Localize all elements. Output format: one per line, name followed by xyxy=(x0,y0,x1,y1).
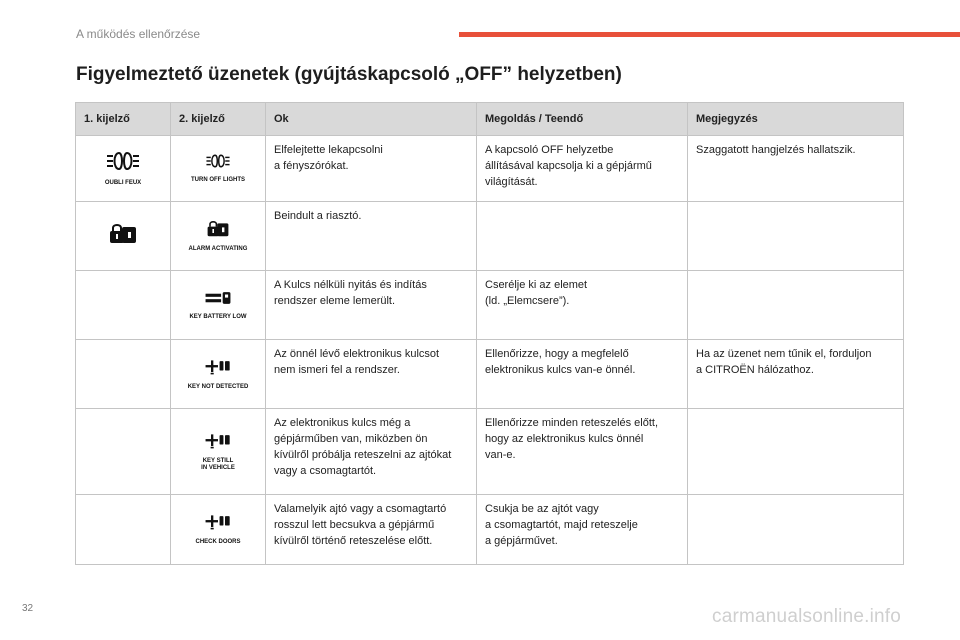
table-row xyxy=(76,409,904,495)
key-still-in-vehicle-icon xyxy=(204,432,232,450)
table-row xyxy=(76,202,904,271)
column-header-display-1: 1. kijelző xyxy=(76,103,171,136)
cause-cell: Beindult a riasztó. xyxy=(266,202,477,271)
check-doors-key-icon xyxy=(204,513,232,531)
display-2-caption: KEY STILL IN VEHICLE xyxy=(201,457,235,471)
solution-cell: A kapcsoló OFF helyzetbe állításával kapcsolja ki a gépjármű világítását. xyxy=(477,136,688,202)
note-cell xyxy=(688,495,904,565)
column-header-cause: Ok xyxy=(266,103,477,136)
display-2-cell xyxy=(171,409,266,495)
note-cell: Szaggatott hangjelzés hallatszik. xyxy=(688,136,904,202)
display-2-caption: ALARM ACTIVATING xyxy=(188,245,248,252)
section-label: A működés ellenőrzése xyxy=(76,27,201,41)
display-1-caption: OUBLI FEUX xyxy=(104,180,142,186)
display-1-cell xyxy=(76,409,171,495)
cause-cell: Elfelejtette lekapcsolni a fényszórókat. xyxy=(266,136,477,202)
page-title: Figyelmeztető üzenetek (gyújtáskapcsoló „OFF” helyzetben) xyxy=(76,64,622,85)
note-cell xyxy=(688,202,904,271)
column-header-display-2: 2. kijelző xyxy=(171,103,266,136)
display-2-caption: CHECK DOORS xyxy=(195,539,241,545)
table-row xyxy=(76,136,904,202)
cause-cell: Az elektronikus kulcs még a gépjárműben van, miközben ön kívülről próbálja reteszelni az ajtókat vagy a csomagtartót. xyxy=(266,409,477,495)
headlight-warning-icon xyxy=(105,150,141,172)
warning-messages-table xyxy=(75,102,904,565)
key-battery-icon xyxy=(204,290,232,306)
column-header-note: Megjegyzés xyxy=(688,103,904,136)
display-2-cell xyxy=(171,202,266,271)
display-1-cell xyxy=(76,340,171,409)
solution-cell: Cserélje ki az elemet (ld. „Elemcsere”). xyxy=(477,271,688,340)
table-header-row xyxy=(76,103,904,136)
display-1-cell xyxy=(76,271,171,340)
display-2-caption: TURN OFF LIGHTS xyxy=(191,177,245,183)
display-2-cell xyxy=(171,495,266,565)
solution-cell: Csukja be az ajtót vagy a csomagtartót, majd reteszelje a gépjárművet. xyxy=(477,495,688,565)
display-2-cell xyxy=(171,136,266,202)
watermark: carmanualsonline.info xyxy=(712,606,902,627)
column-header-solution: Megoldás / Teendő xyxy=(477,103,688,136)
cause-cell: A Kulcs nélküli nyitás és indítás rendszer eleme lemerült. xyxy=(266,271,477,340)
key-not-detected-icon xyxy=(204,358,232,376)
alarm-padlock-icon xyxy=(108,223,138,245)
solution-cell: Ellenőrizze minden reteszelés előtt, hogy az elektronikus kulcs önnél van-e. xyxy=(477,409,688,495)
display-2-caption: KEY NOT DETECTED xyxy=(187,383,249,390)
display-2-cell xyxy=(171,340,266,409)
display-2-cell xyxy=(171,271,266,340)
note-cell: Ha az üzenet nem tűnik el, forduljon a CITROËN hálózathoz. xyxy=(688,340,904,409)
alarm-padlock-small-icon xyxy=(206,220,230,238)
page-number: 32 xyxy=(22,603,34,614)
display-1-cell xyxy=(76,202,171,271)
table-row xyxy=(76,495,904,565)
display-1-cell xyxy=(76,495,171,565)
solution-cell: Ellenőrizze, hogy a megfelelő elektronikus kulcs van-e önnél. xyxy=(477,340,688,409)
note-cell xyxy=(688,409,904,495)
header-accent-bar xyxy=(459,32,960,37)
cause-cell: Valamelyik ajtó vagy a csomagtartó rosszul lett becsukva a gépjármű kívülről történő reteszelése előtt. xyxy=(266,495,477,565)
headlight-small-icon xyxy=(205,153,231,169)
display-1-cell xyxy=(76,136,171,202)
cause-cell: Az önnél lévő elektronikus kulcsot nem ismeri fel a rendszer. xyxy=(266,340,477,409)
solution-cell xyxy=(477,202,688,271)
display-2-caption: KEY BATTERY LOW xyxy=(189,313,247,320)
note-cell xyxy=(688,271,904,340)
table-row xyxy=(76,271,904,340)
table-row xyxy=(76,340,904,409)
